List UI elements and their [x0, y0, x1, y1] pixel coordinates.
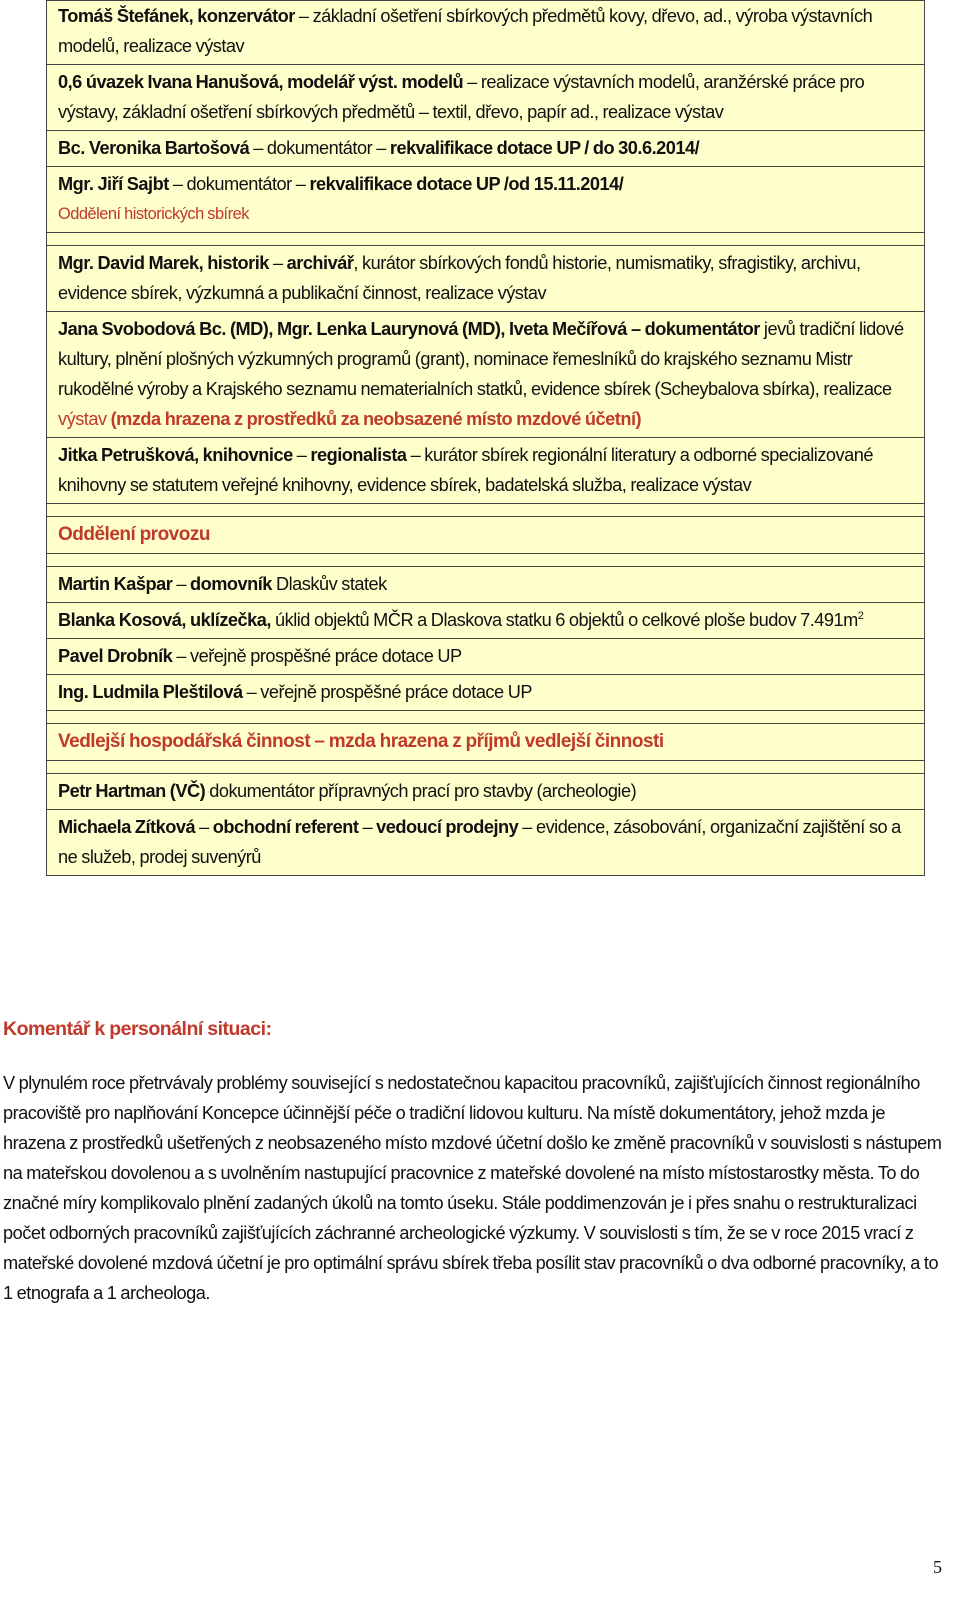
staff-duties: , kurátor sbírkových fondů historie, numismatiky, sfragistiky, archivu, evidence sbírek, výzkumná a publikační činnost, realizace výstav	[58, 253, 861, 303]
staff-row: Tomáš Štefánek, konzervátor – základní ošetření sbírkových předmětů kovy, dřevo, ad., výroba výstavních modelů, realizace výstav	[47, 1, 925, 65]
staff-duties: jevů tradiční lidové kultury, plnění plošných výzkumných programů (grant), nominace řemeslníků do krajského seznamu Mistr rukodělné výroby a Krajského seznamu nematerialních statků, evidence sbírek (Scheybalova sbírka), realizace	[58, 319, 904, 399]
staff-duties-red: výstav	[58, 409, 107, 429]
staff-duties: Dlaskův statek	[271, 574, 387, 594]
staff-row	[47, 312, 925, 438]
page-number: 5	[933, 1557, 942, 1577]
staff-name: Bc. Veronika Bartošová	[58, 138, 250, 158]
staff-row: Michaela Zítková – obchodní referent – vedoucí prodejny – evidence, zásobování, organizační zajištění so a ne služeb, prodej suvenýrů	[47, 810, 925, 876]
staff-row	[47, 603, 925, 639]
section-heading-operations: Oddělení provozu	[58, 524, 210, 545]
section-heading-row	[47, 517, 925, 554]
comment-section	[3, 1014, 943, 1308]
staff-row	[47, 675, 925, 711]
staff-row: 0,6 úvazek Ivana Hanušová, modelář výst. modelů – realizace výstavních modelů, aranžérské práce pro výstavy, základní ošetření sbírkových předmětů – textil, dřevo, papír ad., realizace výstav	[47, 65, 925, 131]
section-heading-secondary: Vedlejší hospodářská činnost – mzda hrazena z příjmů vedlejší činnosti	[58, 731, 664, 752]
staff-role: dokumentátor	[266, 138, 373, 158]
staff-name: Mgr. David Marek, historik	[58, 253, 269, 273]
staff-row	[47, 639, 925, 675]
staff-duties: kurátor sbírek regionální literatury a odborné specializované knihovny se statutem veřejné knihovny, evidence sbírek, badatelská služba, realizace výstav	[58, 445, 873, 495]
staff-name: Petr Hartman (VČ)	[58, 781, 206, 801]
section-heading-row	[47, 724, 925, 761]
staff-name: Tomáš Štefánek, konzervátor	[58, 6, 295, 26]
staff-name: Pavel Drobník	[58, 646, 173, 666]
staff-duties: – veřejně prospěšné práce dotace UP	[172, 646, 462, 666]
staff-row	[47, 774, 925, 810]
spacer	[47, 761, 925, 774]
staff-row: Mgr. Jiří Sajbt – dokumentátor – rekvalifikace dotace UP /od 15.11.2014/ Oddělení historických sbírek	[47, 167, 925, 233]
staff-role: dokumentátor	[186, 174, 292, 194]
staff-duties: základní ošetření sbírkových předmětů kovy, dřevo, ad., výroba výstavních modelů, realizace výstav	[58, 6, 873, 56]
staff-name: Blanka Kosová, uklízečka,	[58, 610, 271, 630]
staff-role: archivář	[286, 253, 354, 273]
staff-table	[46, 0, 925, 876]
comment-title: Komentář k personální situaci:	[3, 1018, 272, 1040]
spacer	[47, 554, 925, 567]
staff-duties: – evidence, zásobování, organizační zajištění so a ne služeb, prodej suvenýrů	[58, 817, 901, 867]
staff-duties: realizace výstavních modelů, aranžérské práce pro výstavy, základní ošetření sbírkových předmětů – textil, dřevo, papír ad., realizace výstav	[58, 72, 865, 122]
staff-name: Michaela Zítková	[58, 817, 196, 837]
spacer	[47, 504, 925, 517]
staff-name: Martin Kašpar	[58, 574, 173, 594]
staff-row: Martin Kašpar – domovník Dlaskův statek	[47, 567, 925, 603]
comment-paragraph: V plynulém roce přetrvávaly problémy související s nedostatečnou kapacitou pracovníků, zajišťujících činnost regionálního pracoviště pro naplňování Koncepce účinnější péče o tradiční lidovou kulturu. Na místě dokumentátory, jehož mzda je hrazena z prostředků ušetřených z neobsazeného místo mzdové účetní došlo ke změně pracovníků v souvislosti s nástupem na mateřskou dovolenou a s uvolněním nastupující pracovnice z mateřské dovolené na místo místostarostky města. To do značné míry komplikovalo plnění zadaných úkolů na tomto úseku. Stále poddimenzován je i přes snahu o restrukturalizaci počet odborných pracovníků zajišťujících záchranné archeologické výzkumy. V souvislosti s tím, že se v roce 2015 vrací z mateřské dovolené mzdová účetní je pro optimální správu sbírek třeba posílit stav pracovníků o dva odborné pracovníky, a to 1 etnografa a 1 archeologa.	[3, 1073, 942, 1303]
section-heading-historical: Oddělení historických sbírek	[58, 205, 249, 223]
superscript: 2	[857, 609, 864, 622]
staff-note: (mzda hrazena z prostředků za neobsazené místo mzdové účetní)	[106, 409, 642, 429]
staff-role: obchodní referent	[212, 817, 359, 837]
spacer	[47, 711, 925, 724]
staff-role: vedoucí prodejny	[376, 817, 519, 837]
staff-row: Mgr. David Marek, historik – archivář, kurátor sbírkových fondů historie, numismatiky, sfragistiky, archivu, evidence sbírek, výzkumná a publikační činnost, realizace výstav	[47, 246, 925, 312]
staff-role: regionalista	[310, 445, 407, 465]
staff-name: Jitka Petrušková, knihovnice	[58, 445, 293, 465]
staff-duties: – veřejně prospěšné práce dotace UP	[242, 682, 532, 702]
staff-name: Jana Svobodová Bc. (MD), Mgr. Lenka Laurynová (MD), Iveta Mečířová – dokumentátor	[58, 319, 760, 339]
staff-duties: dokumentátor přípravných prací pro stavby (archeologie)	[205, 781, 637, 801]
staff-name: Mgr. Jiří Sajbt	[58, 174, 169, 194]
spacer	[47, 233, 925, 246]
staff-row: Bc. Veronika Bartošová – dokumentátor – rekvalifikace dotace UP / do 30.6.2014/	[47, 131, 925, 167]
staff-role: domovník	[190, 574, 272, 594]
staff-duties: úklid objektů MČR a Dlaskova statku 6 objektů o celkové ploše budov 7.491m	[270, 610, 858, 630]
staff-row: Jitka Petrušková, knihovnice – regionalista – kurátor sbírek regionální literatury a odborné specializované knihovny se statutem veřejné knihovny, evidence sbírek, badatelská služba, realizace výstav	[47, 438, 925, 504]
staff-note: rekvalifikace dotace UP /od 15.11.2014/	[309, 174, 624, 194]
staff-note: rekvalifikace dotace UP / do 30.6.2014/	[389, 138, 700, 158]
staff-name: Ing. Ludmila Pleštilová	[58, 682, 243, 702]
staff-name: 0,6 úvazek Ivana Hanušová, modelář výst. modelů	[58, 72, 464, 92]
